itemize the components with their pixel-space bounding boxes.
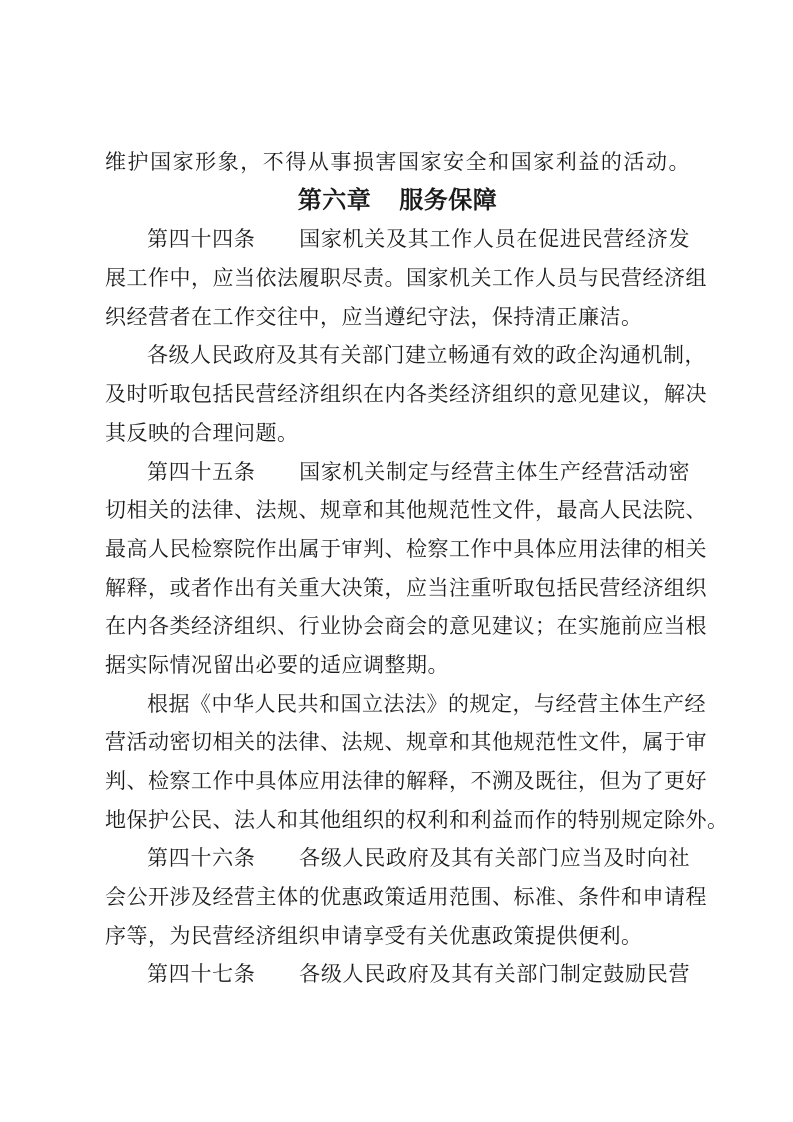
text-line: 最高人民检察院作出属于审判、检察工作中具体应用法律的相关 xyxy=(105,536,707,561)
text-line: 第四十七条 各级人民政府及其有关部门制定鼓励民营 xyxy=(147,962,690,987)
text-line: 营活动密切相关的法律、法规、规章和其他规范性文件，属于审 xyxy=(105,730,707,755)
text-line: 根据《中华人民共和国立法法》的规定，与经营主体生产经 xyxy=(147,691,706,716)
text-line: 织经营者在工作交往中，应当遵纪守法，保持清正廉洁。 xyxy=(105,304,643,329)
text-line: 及时听取包括民营经济组织在内各类经济组织的意见建议，解决 xyxy=(105,382,707,407)
text-line: 判、检察工作中具体应用法律的解释，不溯及既往，但为了更好 xyxy=(105,769,707,793)
text-line: 展工作中，应当依法履职尽责。国家机关工作人员与民营经济组 xyxy=(105,266,707,291)
text-line: 其反映的合理问题。 xyxy=(105,420,299,445)
text-line: 切相关的法律、法规、规章和其他规范性文件，最高人民法院、 xyxy=(105,498,707,523)
text-line: 第四十四条 国家机关及其工作人员在促进民营经济发 xyxy=(147,227,690,252)
text-line: 维护国家形象，不得从事损害国家安全和国家利益的活动。 xyxy=(105,150,690,174)
text-line: 序等，为民营经济组织申请享受有关优惠政策提供便利。 xyxy=(105,923,643,948)
text-body xyxy=(105,143,729,994)
text-line: 解释，或者作出有关重大决策，应当注重听取包括民营经济组织 xyxy=(105,575,707,600)
chapter-heading xyxy=(105,182,690,221)
text-line: 各级人民政府及其有关部门建立畅通有效的政企沟通机制， xyxy=(147,343,706,368)
text-line: 第四十五条 国家机关制定与经营主体生产经营活动密 xyxy=(147,459,690,484)
text-line: 第四十六条 各级人民政府及其有关部门应当及时向社 xyxy=(147,846,690,871)
chapter-number: 第六章 xyxy=(297,187,372,214)
text-line: 据实际情况留出必要的适应调整期。 xyxy=(105,652,449,677)
text-line: 地保护公民、法人和其他组织的权利和利益而作的特别规定除外。 xyxy=(105,807,729,832)
text-line: 在内各类经济组织、行业协会商会的意见建议；在实施前应当根 xyxy=(105,614,707,639)
text-line: 会公开涉及经营主体的优惠政策适用范围、标准、条件和申请程 xyxy=(105,885,707,910)
chapter-title: 服务保障 xyxy=(399,187,498,214)
